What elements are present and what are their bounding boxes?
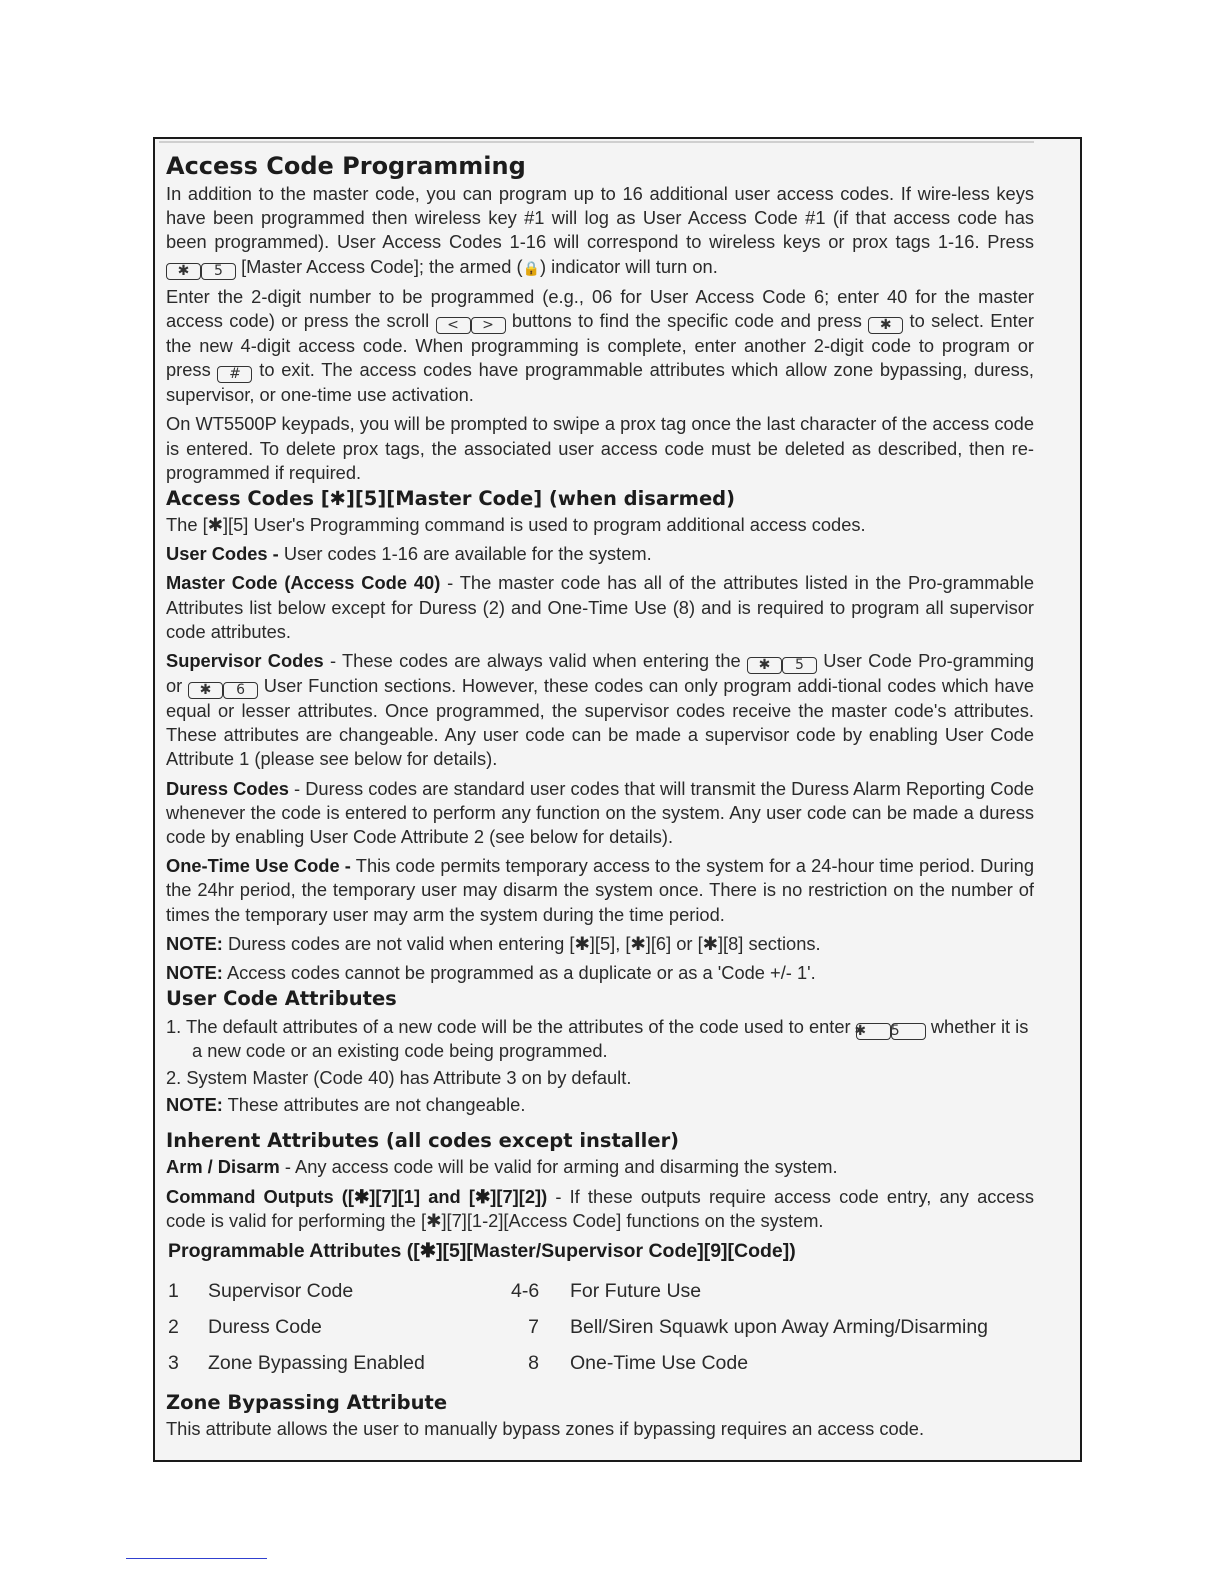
intro-paragraph-2 xyxy=(166,285,1034,408)
hash-key-icon: # xyxy=(217,366,252,383)
command-outputs-paragraph xyxy=(166,1185,1034,1233)
master-code-label: Master Code (Access Code 40) xyxy=(166,572,441,594)
zone-bypassing-text: This attribute allows the user to manually bypass zones if bypassing requires an access code. xyxy=(166,1418,925,1440)
intro-paragraph-3: On WT5500P keypads, you will be prompted to swipe a prox tag once the last character of the access code is entered. To delete prox tags, the associated user access code must be deleted as described, then re-programmed if required. xyxy=(166,413,1034,483)
note-label: NOTE: xyxy=(166,962,223,984)
zone-bypassing-heading: Zone Bypassing Attribute xyxy=(166,1391,448,1415)
scroll-left-key-icon: < xyxy=(436,317,471,334)
key-sequence-star-5 xyxy=(747,650,817,674)
note-label: NOTE: xyxy=(166,1094,223,1116)
user-code-attributes-heading: User Code Attributes xyxy=(166,987,397,1011)
list-item-text: whether it is a new code or an existing code being programmed. xyxy=(192,1016,1029,1062)
footer-rule xyxy=(126,1558,267,1559)
attr-number: 2 xyxy=(168,1316,179,1339)
intro-text: [Master Access Code]; the armed ( xyxy=(241,255,523,277)
one-time-use-label: One-Time Use Code - xyxy=(166,855,351,877)
key-sequence-star-6 xyxy=(188,675,258,699)
one-time-use-text: This code permits temporary access to the system for a 24-hour time period. During the 24hr period, the temporary user may disarm the system once. There is no restriction on the number of times the temporary user may arm the system during the time period. xyxy=(166,855,1034,925)
one-time-use-paragraph xyxy=(166,854,1034,927)
five-key-icon: 5 xyxy=(891,1023,926,1040)
table-row xyxy=(168,1273,988,1309)
note-text: Duress codes are not valid when entering [✱][5], [✱][6] or [✱][8] sections. xyxy=(222,932,821,954)
note-1 xyxy=(166,932,1034,956)
supervisor-codes-label: Supervisor Codes xyxy=(166,650,324,672)
supervisor-codes-paragraph xyxy=(166,649,1034,772)
intro-text: ) indicator will turn on. xyxy=(539,255,718,277)
intro-text: to exit. The access codes have programmable attributes which allow zone bypassing, duress, supervisor, or one-time use activation. xyxy=(166,359,1034,406)
supervisor-text: User Code Pro-gramming or xyxy=(166,650,1034,697)
five-key-icon: 5 xyxy=(201,263,236,280)
star-key-icon: ✱ xyxy=(166,263,201,280)
five-key-icon: 5 xyxy=(782,657,817,674)
duress-codes-paragraph xyxy=(166,777,1034,850)
list-item: 2. System Master (Code 40) has Attribute 3 on by default. xyxy=(166,1066,632,1088)
table-row xyxy=(168,1345,988,1381)
attr-number: 1 xyxy=(168,1280,179,1303)
intro-text: Enter the 2-digit number to be programmed (e.g., 06 for User Access Code 6; enter 40 for the master access code) or press the scroll xyxy=(166,285,1034,332)
lock-icon: 🔒 xyxy=(522,259,540,276)
star-key-icon: ✱ xyxy=(188,682,223,699)
star-key-icon: ✱ xyxy=(868,317,903,334)
note-label: NOTE: xyxy=(166,932,223,954)
command-outputs-text: - If these outputs require access code entry, any access code is valid for performing the [✱][7][1-2][Access Code] functions on the system. xyxy=(166,1185,1035,1231)
attr-label: Duress Code xyxy=(208,1316,322,1339)
duress-codes-label: Duress Codes xyxy=(166,777,289,799)
intro-paragraph-1 xyxy=(166,182,1034,280)
list-item xyxy=(166,1016,1034,1063)
attr-number: 3 xyxy=(168,1352,179,1375)
master-code-text: - The master code has all of the attributes listed in the Pro-grammable Attributes list below except for Duress (2) and One-Time Use (8) and is required to program all supervisor code attributes. xyxy=(166,572,1034,642)
document-panel xyxy=(153,137,1082,1462)
attr-label: Supervisor Code xyxy=(208,1280,354,1303)
arm-disarm-label: Arm / Disarm xyxy=(166,1156,280,1178)
six-key-icon: 6 xyxy=(223,682,258,699)
supervisor-text: - These codes are always valid when entering the xyxy=(323,650,741,672)
programmable-attributes-heading: Programmable Attributes ([✱][5][Master/Supervisor Code][9][Code]) xyxy=(168,1240,796,1263)
intro-text: In addition to the master code, you can program up to 16 additional user access codes. If wire-less keys have been programmed then wireless key #1 will log as User Access Code #1 (if that access code has been programmed). User Access Codes 1-16 will correspond to wireless keys or prox tags 1-16. Press xyxy=(166,183,1034,253)
table-row xyxy=(168,1309,988,1345)
access-codes-intro: The [✱][5] User's Programming command is used to program additional access codes. xyxy=(166,514,866,536)
attr-number: 7 xyxy=(528,1316,539,1339)
intro-text: to select. Enter the new 4-digit access code. When programming is complete, enter another 2-digit code to program or press xyxy=(166,310,1034,381)
attr-number: 8 xyxy=(528,1352,539,1375)
arm-disarm-paragraph xyxy=(166,1155,1034,1179)
page-title: Access Code Programming xyxy=(166,152,526,180)
attr-label: Zone Bypassing Enabled xyxy=(208,1352,425,1375)
list-item-text: 1. The default attributes of a new code will be the attributes of the code used to enter xyxy=(166,1016,851,1038)
inherent-attributes-heading: Inherent Attributes (all codes except installer) xyxy=(166,1129,680,1153)
top-rule xyxy=(159,141,1034,143)
programmable-attributes-table xyxy=(168,1273,988,1381)
attr-label: One-Time Use Code xyxy=(570,1352,749,1375)
attr-label: Bell/Siren Squawk upon Away Arming/Disarming xyxy=(570,1316,989,1339)
user-codes-text: User codes 1-16 are available for the system. xyxy=(278,543,652,565)
master-code-paragraph xyxy=(166,571,1034,644)
attributes-note xyxy=(166,1093,1034,1117)
arm-disarm-text: - Any access code will be valid for arming and disarming the system. xyxy=(279,1156,838,1178)
key-sequence-star-5 xyxy=(854,1016,926,1040)
key-sequence-star-5 xyxy=(166,256,236,277)
user-codes-paragraph xyxy=(166,542,1034,566)
intro-text: buttons to find the specific code and press xyxy=(511,310,862,332)
scroll-right-key-icon: > xyxy=(471,317,506,334)
note-text: These attributes are not changeable. xyxy=(222,1094,526,1116)
star-key-icon: ✱ xyxy=(747,657,782,674)
note-2 xyxy=(166,961,1034,985)
attr-number: 4-6 xyxy=(511,1280,540,1303)
user-code-attributes-list xyxy=(166,1016,1034,1089)
supervisor-text: User Function sections. However, these codes can only program addi-tional codes which have equal or lesser attributes. Once programmed, the supervisor codes receive the master code's attributes. These attributes are changeable. Any user code can be made a supervisor code by enabling User Code Attribute 1 (please see below for details). xyxy=(166,675,1034,770)
note-text: Access codes cannot be programmed as a duplicate or as a 'Code +/- 1'. xyxy=(222,962,816,984)
scroll-keys xyxy=(436,310,506,334)
attr-label: For Future Use xyxy=(570,1280,702,1303)
command-outputs-label: Command Outputs ([✱][7][1] and [✱][7][2]) xyxy=(166,1185,548,1207)
access-codes-heading: Access Codes [✱][5][Master Code] (when disarmed) xyxy=(166,487,736,511)
user-codes-label: User Codes - xyxy=(166,543,279,565)
star-key-icon: ✱ xyxy=(856,1023,891,1040)
duress-codes-text: - Duress codes are standard user codes that will transmit the Duress Alarm Reporting Code whenever the code is entered to perform any function on the system. Any user code can be made a duress code by enabling User Code Attribute 2 (see below for details). xyxy=(166,777,1034,848)
